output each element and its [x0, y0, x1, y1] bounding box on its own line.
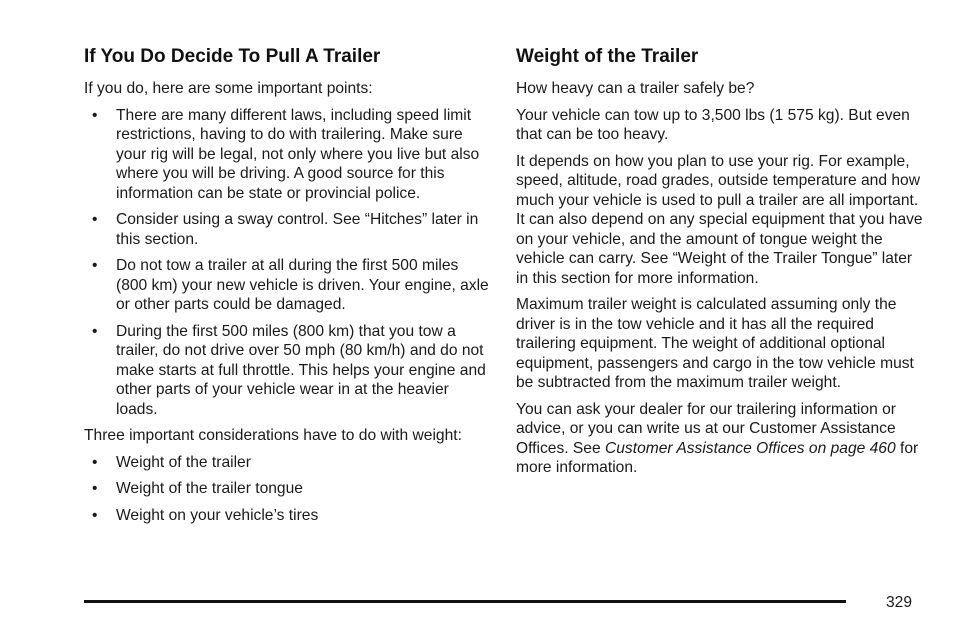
right-column — [516, 46, 926, 485]
paragraph: You can ask your dealer for our trailering information or advice, or you can write us at our Customer Assistance Offices. See Customer Assistance Offices on page 460 for more information. — [516, 400, 919, 476]
bullet-icon: • — [92, 480, 98, 497]
considerations-intro: Three important considerations have to do with weight: — [84, 427, 462, 444]
footer-rule — [84, 600, 846, 603]
section-heading-weight-trailer: Weight of the Trailer — [516, 46, 699, 67]
list-item: • Consider using a sway control. See “Hitches” later in this section. — [92, 211, 479, 248]
cross-reference-link[interactable]: Customer Assistance Offices on page 460 — [605, 439, 896, 457]
paragraph: Maximum trailer weight is calculated assuming only the driver is in the tow vehicle and it has all the required trailering equipment. The weight of additional optional equipment, passengers and cargo in the tow vehicle must be subtracted from the maximum trailer weight. — [516, 296, 914, 391]
bullet-icon: • — [92, 106, 98, 124]
important-points-list — [84, 106, 492, 420]
paragraph: Your vehicle can tow up to 3,500 lbs (1 575 kg). But even that can be too heavy. — [516, 106, 910, 143]
list-item: • During the first 500 miles (800 km) that you tow a trailer, do not drive over 50 mph (80 km/h) and do not make starts at full throttle. This helps your engine and other parts of your vehicle wear in at the heavier loads. — [92, 322, 486, 418]
page-number: 329 — [886, 594, 913, 611]
paragraph: How heavy can a trailer safely be? — [516, 80, 755, 97]
considerations-list — [84, 453, 492, 526]
bullet-icon: • — [92, 211, 98, 228]
bullet-icon: • — [92, 506, 98, 524]
list-item: • Weight on your vehicle’s tires — [92, 506, 319, 524]
list-item: • Weight of the trailer — [92, 453, 251, 471]
list-item: • There are many different laws, including speed limit restrictions, having to do with trailering. Make sure your rig will be legal, not only where you live but also where you will be driving. A good source for this information can be state or provincial police. — [92, 106, 480, 202]
bullet-icon: • — [92, 322, 98, 340]
bullet-icon: • — [92, 257, 98, 274]
bullet-icon: • — [92, 453, 98, 471]
left-column — [84, 46, 492, 532]
list-item: • Do not tow a trailer at all during the first 500 miles (800 km) your new vehicle is driven. Your engine, axle or other parts could be damaged. — [92, 257, 489, 313]
list-item: • Weight of the trailer tongue — [92, 480, 303, 497]
intro-text: If you do, here are some important points: — [84, 80, 373, 97]
section-heading-pull-trailer: If You Do Decide To Pull A Trailer — [84, 46, 381, 67]
paragraph: It depends on how you plan to use your rig. For example, speed, altitude, road grades, outside temperature and how much your vehicle is used to pull a trailer are all important. It can also depend on any special equipment that you have on your vehicle, and the amount of tongue weight the vehicle can carry. See “Weight of the Trailer Tongue” later in this section for more information. — [516, 152, 923, 287]
